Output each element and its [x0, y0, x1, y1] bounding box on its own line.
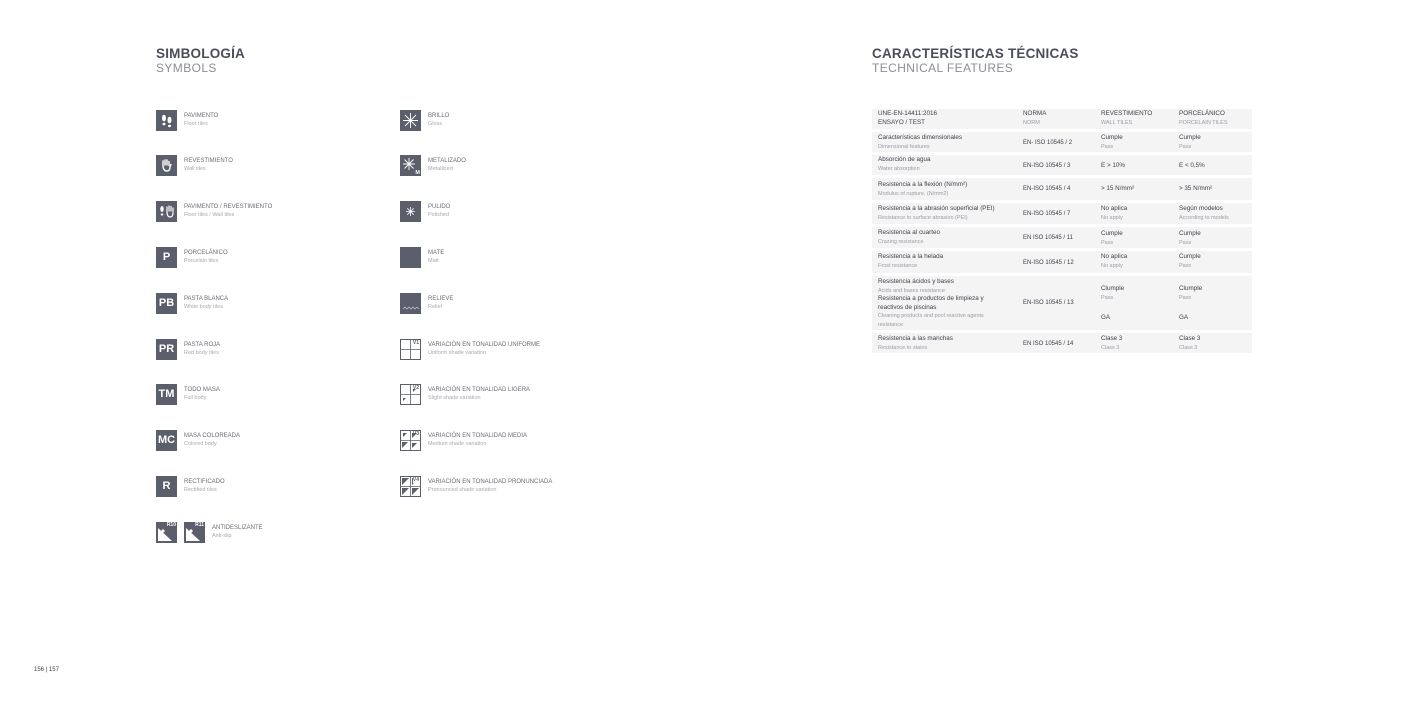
- symbol-shade-slight: [400, 382, 530, 406]
- porcelain-value: Cumple: [1179, 253, 1201, 260]
- feature-es: Resistencia a la abrasión superficial (PEI): [878, 205, 995, 212]
- symbol-colored-body: [156, 428, 240, 452]
- table-row-chemical: [872, 276, 1252, 330]
- feature-en: Resistance to surface abrasion (PEI): [878, 214, 968, 221]
- shade-pronounced-icon: [400, 476, 421, 497]
- header-porcelain-en: PORCELAIN TILES: [1179, 119, 1228, 126]
- rectified-code-icon: R: [156, 476, 177, 497]
- symbol-label: PORCELÁNICO: [184, 250, 228, 256]
- feature-norm: EN-ISO 10545 / 7: [1023, 211, 1071, 217]
- symbol-label: REVESTIMIENTO: [184, 158, 233, 164]
- technical-subtitle: TECHNICAL FEATURES: [872, 61, 1014, 75]
- symbol-sub: Relief: [428, 304, 443, 310]
- feature-es: Resistencia al cuarteo: [878, 229, 940, 236]
- page-numbers: 156 | 157: [34, 667, 59, 673]
- symbol-metallized: [400, 153, 466, 177]
- symbol-sub: Metallized: [428, 166, 453, 172]
- table-row: [872, 178, 1252, 200]
- symbol-sub: Floor tiles / Wall tiles: [184, 212, 235, 218]
- porcelain-value-en: According to models: [1179, 214, 1229, 221]
- test-label-en: / TEST: [905, 118, 926, 126]
- symbol-sub: Floor tiles: [184, 121, 208, 127]
- symbol-full-body: [156, 382, 220, 406]
- feature-norm: EN-ISO 10545 / 12: [1023, 260, 1074, 266]
- symbol-sub: Full body: [184, 395, 207, 401]
- wall-value: Cumple: [1101, 230, 1123, 237]
- feature-en: Water absorption: [878, 165, 920, 172]
- header-porcelain: PORCELÁNICO: [1179, 110, 1225, 117]
- symbol-sub: Pronounced shade variation: [428, 487, 497, 493]
- wall-value-en: No apply: [1101, 262, 1123, 269]
- wall-value-en: Pass: [1101, 294, 1114, 301]
- metallized-code: M: [415, 169, 420, 176]
- symbol-shade-pronounced: [400, 474, 552, 498]
- red-body-code-icon: PR: [156, 339, 177, 360]
- porcelain-value: Clumple: [1179, 285, 1203, 292]
- symbol-label: RELIEVE: [428, 296, 454, 302]
- wall-value: Cumple: [1101, 134, 1123, 141]
- header-norm-en: NORM: [1023, 119, 1040, 126]
- anti-slip-r10-icon: [156, 522, 177, 543]
- porcelain-value-en: Class 3: [1179, 344, 1198, 351]
- anti-slip-r11-icon: [184, 522, 205, 543]
- symbol-label: VARIACIÓN EN TONALIDAD MEDIA: [428, 433, 528, 439]
- metallized-icon: [400, 155, 421, 176]
- feature-en-2: Cleaning products and pool reactive agents resistance: [878, 313, 984, 328]
- wall-value: No aplica: [1101, 205, 1128, 212]
- symbol-label: PAVIMENTO: [184, 113, 219, 119]
- symbol-label: VARIACIÓN EN TONALIDAD UNIFORME: [428, 342, 541, 348]
- feature-es-2: Resistencia a productos de limpieza y reactivos de piscinas: [878, 295, 984, 311]
- symbol-label: BRILLO: [428, 113, 450, 119]
- shade-code: V4: [412, 476, 419, 483]
- symbol-matt: [400, 245, 444, 269]
- porcelain-value: > 35 N/mm²: [1179, 185, 1213, 192]
- wall-value-2: GA: [1101, 314, 1111, 321]
- feature-norm: EN-ISO 10545 / 13: [1023, 300, 1074, 306]
- header-norm: NORMA: [1023, 110, 1047, 117]
- anti-slip-code: R11: [195, 521, 204, 528]
- wall-value: E > 10%: [1101, 162, 1125, 169]
- symbol-sub: Wall tiles: [184, 166, 206, 172]
- table-row: [872, 333, 1252, 353]
- shade-code: V3: [412, 430, 419, 437]
- table-row: [872, 203, 1252, 224]
- shade-code: V2: [412, 384, 419, 391]
- wall-value-en: Pass: [1101, 143, 1114, 150]
- porcelain-value-2: GA: [1179, 314, 1189, 321]
- symbol-label: RECTIFICADO: [184, 479, 225, 485]
- full-body-code-icon: TM: [156, 384, 177, 405]
- white-body-code-icon: PB: [156, 293, 177, 314]
- footprints-hand-icon: [156, 201, 177, 222]
- symbol-sub: White body tiles: [184, 304, 223, 310]
- colored-body-code-icon: MC: [156, 430, 177, 451]
- header-wall: REVESTIMIENTO: [1101, 110, 1153, 117]
- symbol-floor-wall: [156, 199, 272, 223]
- shade-medium-icon: [400, 430, 421, 451]
- shade-slight-icon: [400, 384, 421, 405]
- shade-uniform-icon: [400, 339, 421, 360]
- table-row: [872, 132, 1252, 152]
- feature-norm: EN-ISO 10545 / 4: [1023, 186, 1071, 192]
- shade-code: V1: [412, 339, 419, 346]
- wall-value-en: Class 3: [1101, 344, 1120, 351]
- porcelain-value: Clase 3: [1179, 335, 1201, 342]
- porcelain-value: Cumple: [1179, 134, 1201, 141]
- symbol-label: PULIDO: [428, 204, 451, 210]
- symbol-sub: Matt: [428, 258, 439, 264]
- symbol-sub: Gloss: [428, 121, 443, 127]
- table-row: [872, 227, 1252, 248]
- symbols-title: SIMBOLOGÍA: [156, 46, 245, 61]
- feature-norm: EN ISO 10545 / 11: [1023, 235, 1073, 241]
- symbol-rectified: [156, 474, 225, 498]
- symbol-wall: [156, 153, 233, 177]
- feature-es: Resistencia a la helada: [878, 253, 944, 260]
- symbol-sub: Polished: [428, 212, 450, 218]
- symbol-white-body: [156, 291, 228, 315]
- symbol-label: MATE: [428, 250, 445, 256]
- symbol-sub: Red body tiles: [184, 350, 219, 356]
- wall-value: > 15 N/mm²: [1101, 185, 1135, 192]
- symbol-porcelain: [156, 245, 228, 269]
- feature-es: Resistencia a la flexión (N/mm²): [878, 181, 968, 188]
- feature-en: Acids and bases resistance: [878, 287, 945, 294]
- porcelain-code-icon: P: [156, 247, 177, 268]
- gloss-icon: [400, 110, 421, 131]
- feature-en: Frost resistance: [878, 262, 918, 269]
- wall-value-en: Pass: [1101, 239, 1114, 246]
- symbol-label: METALIZADO: [428, 158, 466, 164]
- symbol-sub: Medium shade variation: [428, 441, 487, 447]
- technical-features-table: [872, 109, 1252, 356]
- relief-icon: [400, 293, 421, 314]
- symbol-shade-medium: [400, 428, 527, 452]
- wall-value: Clase 3: [1101, 335, 1123, 342]
- feature-norm: EN ISO 10545 / 14: [1023, 341, 1074, 347]
- feature-norm: EN-ISO 10545 / 3: [1023, 163, 1071, 169]
- symbols-subtitle: SYMBOLS: [156, 61, 217, 75]
- test-code: UNE-EN-14411:2016: [878, 110, 938, 117]
- symbol-label: TODO MASA: [184, 387, 220, 393]
- symbol-gloss: [400, 108, 449, 132]
- table-row: [872, 251, 1252, 273]
- table-row: [872, 155, 1252, 175]
- feature-en: Crazing resistance: [878, 238, 924, 245]
- feature-es: Características dimensionales: [878, 134, 962, 141]
- polished-icon: [400, 201, 421, 222]
- symbol-sub: Colored body: [184, 441, 217, 447]
- symbol-relief: [400, 291, 453, 315]
- symbol-label: PASTA ROJA: [184, 342, 221, 348]
- wall-value-en: No apply: [1101, 214, 1123, 221]
- feature-es: Absorción de agua: [878, 156, 931, 163]
- symbol-sub: Rectified tiles: [184, 487, 217, 493]
- symbol-anti-slip: [156, 520, 263, 544]
- symbol-label: PAVIMENTO / REVESTIMIENTO: [184, 204, 273, 210]
- feature-es: Resistencia a las manchas: [878, 335, 953, 342]
- matt-icon: [400, 247, 421, 268]
- wall-value: No aplica: [1101, 253, 1128, 260]
- symbol-label: PASTA BLANCA: [184, 296, 229, 302]
- symbol-sub: Anti-slip: [212, 533, 232, 539]
- symbol-red-body: [156, 337, 220, 361]
- technical-title: CARACTERÍSTICAS TÉCNICAS: [872, 46, 1079, 61]
- porcelain-value-en: Pass: [1179, 294, 1192, 301]
- wall-value: Clumple: [1101, 285, 1125, 292]
- symbol-shade-uniform: [400, 337, 540, 361]
- symbol-polished: [400, 199, 450, 223]
- feature-norm: EN- ISO 10545 / 2: [1023, 140, 1073, 146]
- symbol-floor: [156, 108, 218, 132]
- symbol-label: VARIACIÓN EN TONALIDAD LIGERA: [428, 387, 531, 393]
- table-header-row: [872, 109, 1252, 129]
- porcelain-value-en: Pass: [1179, 143, 1192, 150]
- porcelain-value-en: Pass: [1179, 239, 1192, 246]
- symbol-sub: Slight shade variation: [428, 395, 481, 401]
- feature-en: Resistance to stains: [878, 344, 928, 351]
- symbol-label: MASA COLOREADA: [184, 433, 241, 439]
- porcelain-value: Según modelos: [1179, 205, 1223, 212]
- feature-en: Dimensional features: [878, 143, 930, 150]
- porcelain-value-en: Pass: [1179, 262, 1192, 269]
- porcelain-value: E < 0,5%: [1179, 162, 1205, 169]
- header-wall-en: WALL TILES: [1101, 119, 1133, 126]
- porcelain-value: Cumple: [1179, 230, 1201, 237]
- feature-es: Resistencia ácidos y bases: [878, 278, 954, 285]
- feature-en: Modulus of rupture, (N/mm2): [878, 190, 949, 197]
- symbol-sub: Uniform shade variation: [428, 350, 487, 356]
- footprints-icon: [156, 110, 177, 131]
- hand-icon: [156, 155, 177, 176]
- test-label: ENSAYO: [878, 118, 904, 126]
- anti-slip-code: R10: [166, 521, 176, 528]
- symbol-label: VARIACIÓN EN TONALIDAD PRONUNCIADA: [428, 479, 553, 485]
- symbol-sub: Porcelain tiles: [184, 258, 219, 264]
- symbol-label: ANTIDESLIZANTE: [212, 525, 263, 531]
